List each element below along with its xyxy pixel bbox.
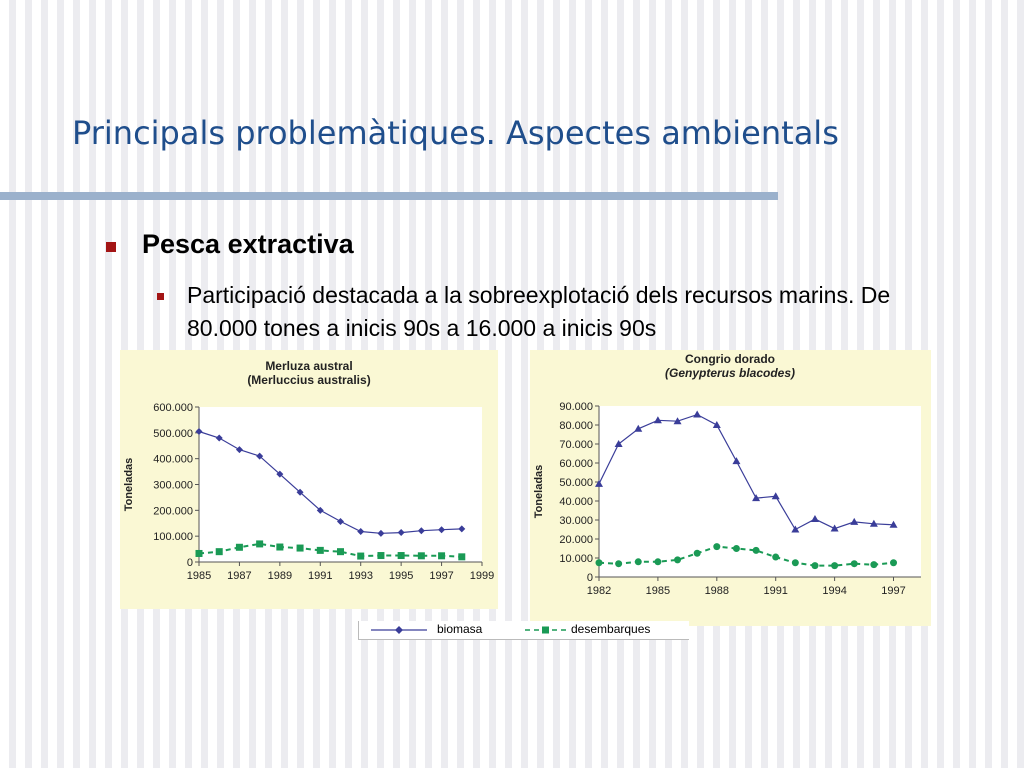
y-tick-label-600000: 600.000 [153,402,193,414]
x-tick-label-1991: 1991 [763,585,788,597]
x-tick-label-1985: 1985 [645,585,671,597]
point-desembarques-1997 [890,559,897,566]
point-desembarques-1988 [256,540,263,547]
x-tick-label-1994: 1994 [822,585,847,597]
point-desembarques-1992 [337,548,344,555]
point-desembarques-1988 [713,543,720,550]
point-desembarques-1987 [236,544,243,551]
y-axis-label: Toneladas [123,457,135,512]
x-tick-label-1985: 1985 [186,570,212,582]
point-desembarques-1998 [458,553,465,560]
plot-area [199,407,482,562]
point-desembarques-1997 [438,552,445,559]
sub-bullet-text: Participació destacada a la sobreexplotació dels recursos marins. De 80.000 tones a inicis 90s a 16.000 a inicis 90s [187,282,891,341]
chart-subtitle: (Genypterus blacodes) [664,366,796,380]
point-desembarques-1985 [654,558,661,565]
point-desembarques-1994 [831,562,838,569]
y-tick-label-90000: 90.000 [559,401,593,413]
x-tick-label-1993: 1993 [348,570,373,582]
point-desembarques-1987 [694,550,701,557]
y-axis-label: Toneladas [533,464,545,519]
x-tick-label-1999: 1999 [469,570,495,582]
y-tick-label-10000: 10.000 [559,553,593,565]
x-tick-label-1987: 1987 [227,570,252,582]
bullet-square-icon [106,242,116,252]
x-tick-label-1995: 1995 [388,570,414,582]
point-desembarques-1996 [870,561,877,568]
y-tick-label-50000: 50.000 [559,477,593,489]
chart-title: Congrio dorado [685,352,775,366]
legend-biomasa-label: biomasa [437,622,483,636]
point-desembarques-1984 [635,558,642,565]
point-desembarques-1994 [377,552,384,559]
x-tick-label-1982: 1982 [586,585,612,597]
y-tick-label-30000: 30.000 [559,515,593,527]
y-tick-label-0: 0 [586,572,593,584]
y-tick-label-400000: 400.000 [153,453,193,466]
y-tick-label-80000: 80.000 [559,420,593,432]
point-desembarques-1986 [216,548,223,555]
point-desembarques-1993 [357,553,364,560]
point-desembarques-1990 [297,545,304,552]
y-tick-label-300000: 300.000 [153,479,193,492]
y-tick-label-70000: 70.000 [559,439,593,451]
title-divider [0,192,778,200]
point-desembarques-1991 [772,554,779,561]
point-desembarques-1986 [674,556,681,563]
point-desembarques-1989 [733,545,740,552]
y-tick-label-0: 0 [186,557,193,569]
point-desembarques-1982 [596,559,603,566]
legend-desembarques-label: desembarques [571,622,651,636]
point-desembarques-1990 [753,547,760,554]
bullet-pesca-extractiva: Pesca extractiva [142,229,354,259]
chart-merluza-austral [120,350,498,609]
point-desembarques-1992 [792,559,799,566]
point-desembarques-1985 [196,550,203,557]
chart-legend [358,621,689,640]
point-desembarques-1995 [398,552,405,559]
slide-title: Principals problemàtiques. Aspectes ambientals [72,114,839,152]
x-tick-label-1988: 1988 [704,585,730,597]
y-tick-label-20000: 20.000 [559,534,593,546]
y-tick-label-100000: 100.000 [153,531,193,544]
point-desembarques-1991 [317,547,324,554]
legend-biomasa-marker [369,624,429,636]
y-tick-label-200000: 200.000 [153,505,193,518]
sub-bullet-square-icon [157,293,164,300]
y-tick-label-500000: 500.000 [153,427,193,440]
legend-desembarques-marker [523,624,569,636]
x-tick-label-1991: 1991 [308,570,333,582]
point-desembarques-1996 [418,552,425,559]
chart-subtitle: (Merluccius australis) [247,373,371,387]
chart-congrio-dorado [530,350,931,626]
y-tick-label-40000: 40.000 [559,496,593,508]
x-tick-label-1997: 1997 [429,570,454,582]
point-desembarques-1989 [276,544,283,551]
point-desembarques-1993 [811,562,818,569]
chart-title: Merluza austral [265,359,353,373]
point-desembarques-1995 [851,560,858,567]
x-tick-label-1989: 1989 [267,570,293,582]
point-desembarques-1983 [615,560,622,567]
y-tick-label-60000: 60.000 [559,458,593,470]
x-tick-label-1997: 1997 [881,585,906,597]
